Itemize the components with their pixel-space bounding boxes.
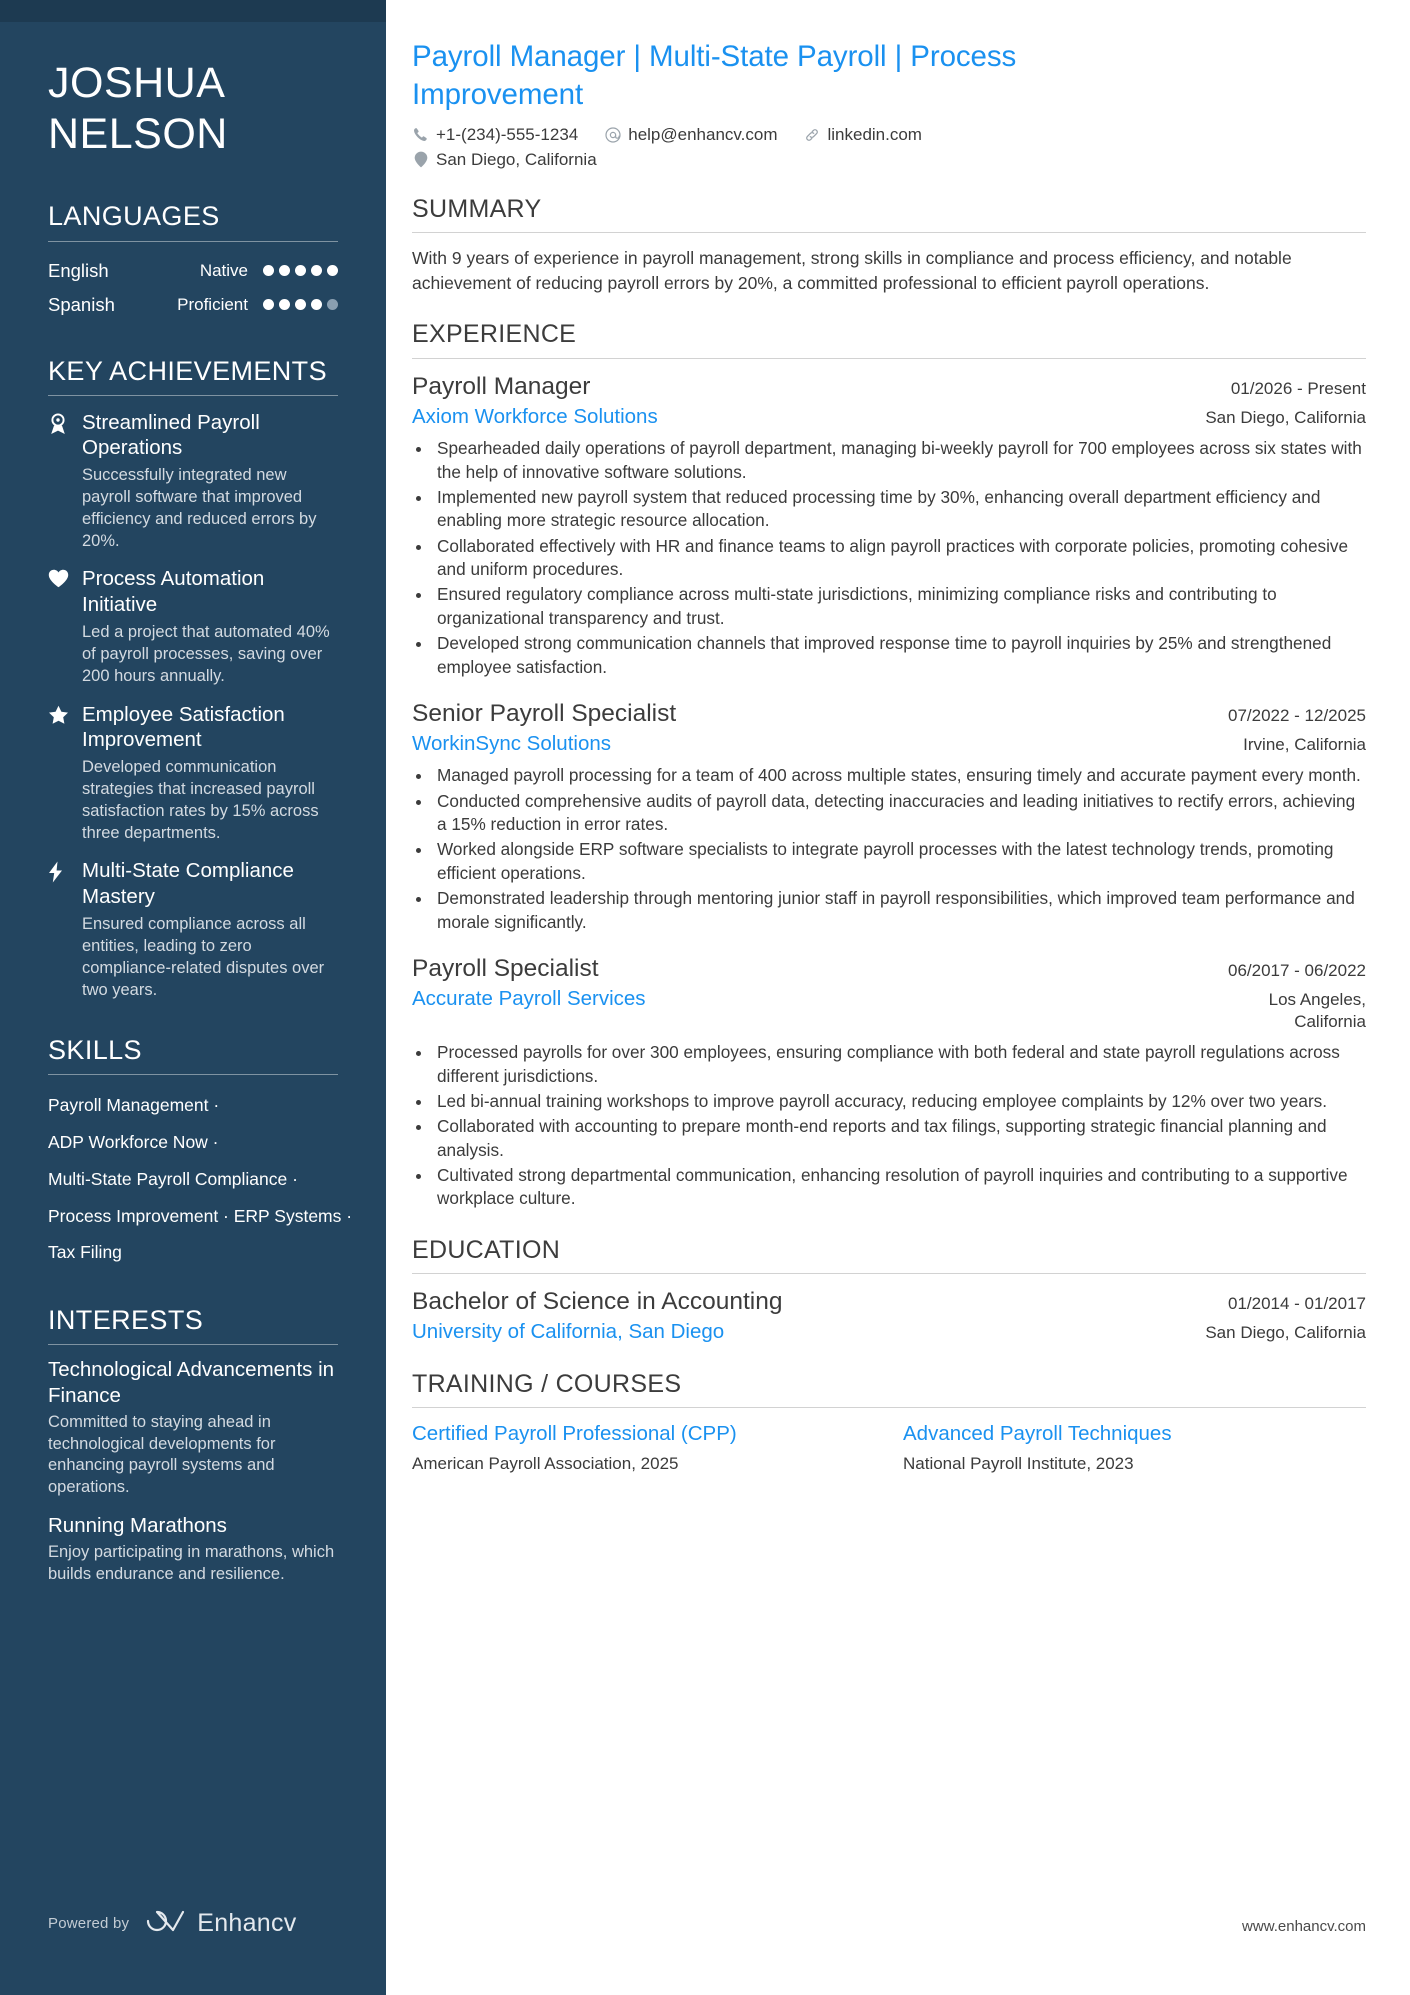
- award-ribbon-icon: [48, 410, 82, 553]
- entry-title-row: [412, 699, 1366, 729]
- achievement-title: Process Automation Initiative: [82, 567, 265, 616]
- achievement-body: [82, 702, 338, 845]
- contact-item[interactable]: [803, 125, 922, 145]
- rating-dot-filled: [311, 265, 322, 276]
- contact-text: San Diego, California: [436, 149, 597, 169]
- skills-list: [48, 1087, 353, 1271]
- achievement-item: [48, 858, 338, 1001]
- sidebar-top-strip: [0, 0, 386, 22]
- job-bullet: • Collaborated with accounting to prepare month-end reports and tax filings, supporting strategic financial planning and analysis.: [433, 1115, 1366, 1162]
- last-name: NELSON: [48, 109, 228, 158]
- rating-dot-filled: [279, 299, 290, 310]
- job-title: Payroll Manager: [412, 372, 591, 400]
- skills-heading: SKILLS: [48, 1035, 142, 1066]
- entry-company-row: [412, 404, 1366, 429]
- summary-heading: SUMMARY: [412, 194, 542, 223]
- interests-list: [48, 1357, 338, 1586]
- job-bullet: • Implemented new payroll system that reduced processing time by 30%, enhancing overall department efficiency and enabling more strategic resource allocation.: [433, 486, 1366, 533]
- company-name[interactable]: Axiom Workforce Solutions: [412, 404, 658, 428]
- degree-title: Bachelor of Science in Accounting: [412, 1288, 783, 1316]
- education-date-range: 01/2014 - 01/2017: [1227, 1294, 1366, 1314]
- entry-school-row: [412, 1319, 1366, 1344]
- key-achievements-heading: KEY ACHIEVEMENTS: [48, 355, 327, 386]
- achievement-body: [82, 566, 338, 687]
- enhancv-mark-icon: [145, 1908, 187, 1939]
- language-rating-dots: [262, 265, 338, 276]
- entry-title-row: [412, 372, 1366, 402]
- main-content: [386, 0, 1410, 1995]
- achievement-body: [82, 858, 338, 1001]
- rating-dot-filled: [279, 265, 290, 276]
- enhancv-logo: [145, 1908, 296, 1939]
- link-chain-icon: [803, 126, 820, 143]
- job-bullet-list: [412, 437, 1366, 679]
- section-divider: [412, 358, 1366, 359]
- sidebar: [0, 0, 386, 1995]
- training-title[interactable]: Certified Payroll Professional (CPP): [412, 1422, 737, 1446]
- skills-section: [48, 1035, 353, 1271]
- job-date-range: 07/2022 - 12/2025: [1227, 706, 1366, 726]
- entry-title-row: [412, 954, 1366, 984]
- rating-dot-filled: [263, 265, 274, 276]
- job-bullet: • Demonstrated leadership through mentoring junior staff in payroll responsibilities, which improved team performance and morale significantly.: [433, 887, 1366, 934]
- candidate-name: [48, 0, 338, 159]
- skill-line: Payroll Management ·: [48, 1095, 220, 1116]
- job-date-range: 06/2017 - 06/2022: [1227, 961, 1366, 981]
- job-bullet: • Worked alongside ERP software specialists to integrate payroll processes with the latest technology trends, promoting efficient operations.: [433, 838, 1366, 885]
- job-bullet: • Conducted comprehensive audits of payroll data, detecting inaccuracies and leading initiatives to rectify errors, achieving a 15% reduction in error rates.: [433, 790, 1366, 837]
- key-achievements-section: [48, 356, 338, 1002]
- job-bullet: • Cultivated strong departmental communication, enhancing resolution of payroll inquiries and contributing to a supportive workplace culture.: [433, 1164, 1366, 1211]
- job-bullet: • Developed strong communication channels that improved response time to payroll inquiries by 25% and strengthened employee satisfaction.: [433, 632, 1366, 679]
- experience-list: [412, 372, 1366, 1211]
- section-divider: [412, 232, 1366, 233]
- interest-description: Enjoy participating in marathons, which builds endurance and resilience.: [48, 1543, 335, 1584]
- first-name: JOSHUA: [48, 59, 226, 107]
- achievement-description: Ensured compliance across all entities, leading to zero compliance-related disputes over two years.: [82, 915, 325, 999]
- language-level: Proficient: [177, 294, 248, 314]
- language-row: [48, 288, 338, 322]
- job-title: Payroll Specialist: [412, 955, 599, 983]
- interest-description: Committed to staying ahead in technological developments for enhancing payroll systems and operations.: [48, 1412, 276, 1497]
- interest-item: [48, 1513, 338, 1586]
- job-bullet-list: [412, 764, 1366, 934]
- job-location: Irvine, California: [1243, 734, 1366, 754]
- summary-section: [412, 196, 1366, 296]
- interests-section: [48, 1305, 338, 1586]
- skill-line: ADP Workforce Now ·: [48, 1132, 219, 1153]
- sidebar-footer: [48, 1908, 297, 1939]
- training-provider: National Payroll Institute, 2023: [903, 1453, 1134, 1473]
- training-item: [903, 1421, 1366, 1475]
- company-name[interactable]: Accurate Payroll Services: [412, 986, 646, 1010]
- job-bullet: • Led bi-annual training workshops to improve payroll accuracy, reducing employee complaints by 12% over two years.: [433, 1090, 1366, 1113]
- education-section: [412, 1237, 1366, 1345]
- education-entry: [412, 1287, 1366, 1344]
- entry-company-row: [412, 986, 1366, 1033]
- achievements-list: [48, 410, 338, 1002]
- achievement-description: Led a project that automated 40% of payroll processes, saving over 200 hours annually.: [82, 623, 330, 685]
- experience-section: [412, 321, 1366, 1211]
- map-pin-icon: [412, 151, 429, 168]
- rating-dot-filled: [295, 265, 306, 276]
- contact-text: help@enhancv.com: [628, 124, 778, 144]
- training-section: [412, 1371, 1366, 1475]
- rating-dot-filled: [263, 299, 274, 310]
- powered-by-label: Powered by: [48, 1915, 130, 1932]
- section-divider: [412, 1407, 1366, 1408]
- lightning-bolt-icon: [48, 858, 82, 1001]
- phone-icon: [412, 126, 429, 143]
- job-bullet: • Processed payrolls for over 300 employees, ensuring compliance with both federal and state payroll regulations across different jurisdictions.: [433, 1041, 1366, 1088]
- job-bullet: • Ensured regulatory compliance across multi-state jurisdictions, minimizing compliance risks and contributing to organizational transparency and trust.: [433, 583, 1366, 630]
- experience-entry: [412, 372, 1366, 679]
- job-bullet: • Managed payroll processing for a team of 400 across multiple states, ensuring timely and accurate payment every month.: [433, 764, 1366, 787]
- section-divider: [48, 1344, 338, 1345]
- interest-item: [48, 1357, 338, 1499]
- training-heading: TRAINING / COURSES: [412, 1369, 682, 1398]
- job-bullet-list: [412, 1041, 1366, 1211]
- achievement-body: [82, 410, 338, 553]
- contact-item[interactable]: [412, 125, 578, 145]
- rating-dot-filled: [327, 265, 338, 276]
- language-level: Native: [199, 260, 248, 280]
- achievement-item: [48, 702, 338, 845]
- heart-icon: [48, 566, 82, 687]
- job-date-range: 01/2026 - Present: [1230, 378, 1366, 398]
- job-title: Senior Payroll Specialist: [412, 700, 677, 728]
- training-item: [412, 1421, 875, 1475]
- section-divider: [48, 1074, 338, 1075]
- experience-heading: EXPERIENCE: [412, 320, 577, 349]
- star-icon: [48, 702, 82, 845]
- contact-text: +1-(234)-555-1234: [436, 124, 579, 144]
- job-location: San Diego, California: [1205, 407, 1366, 427]
- job-bullet: • Spearheaded daily operations of payroll department, managing bi-weekly payroll for 700 employees across six states with the help of innovative software solutions.: [433, 437, 1366, 484]
- skill-line: Process Improvement · ERP Systems ·: [48, 1205, 353, 1226]
- job-location: Los Angeles, California: [1268, 989, 1366, 1032]
- achievement-description: Developed communication strategies that increased payroll satisfaction rates by 15% across three departments.: [82, 758, 319, 842]
- enhancv-wordmark: Enhancv: [197, 1909, 297, 1937]
- contact-text: linkedin.com: [827, 124, 922, 144]
- rating-dot-filled: [295, 299, 306, 310]
- education-heading: EDUCATION: [412, 1235, 561, 1264]
- contact-row-secondary: [412, 150, 1366, 170]
- achievement-item: [48, 410, 338, 553]
- education-list: [412, 1287, 1366, 1344]
- contact-row-primary: [412, 125, 1366, 145]
- skill-line: Tax Filing: [48, 1242, 122, 1263]
- achievement-item: [48, 566, 338, 687]
- achievement-title: Employee Satisfaction Improvement: [82, 702, 285, 751]
- entry-company-row: [412, 731, 1366, 756]
- summary-text: With 9 years of experience in payroll management, strong skills in compliance and process efficiency, and notable achievement of reducing payroll errors by 20%, a committed professional to efficient payroll operations.: [412, 248, 1292, 293]
- entry-title-row: [412, 1287, 1366, 1317]
- achievement-title: Multi-State Compliance Mastery: [82, 859, 294, 908]
- achievement-title: Streamlined Payroll Operations: [82, 410, 260, 459]
- professional-headline: Payroll Manager | Multi-State Payroll | Process Improvement: [412, 40, 1017, 111]
- contact-info: [412, 125, 1366, 170]
- experience-entry: [412, 699, 1366, 934]
- interest-title: Technological Advancements in Finance: [48, 1358, 335, 1407]
- school-location: San Diego, California: [1205, 1323, 1366, 1343]
- experience-entry: [412, 954, 1366, 1211]
- rating-dot-empty: [327, 299, 338, 310]
- achievement-description: Successfully integrated new payroll software that improved efficiency and reduced errors by 20%.: [82, 466, 317, 550]
- website-footer: www.enhancv.com: [1242, 1918, 1366, 1935]
- language-rating-dots: [262, 299, 338, 310]
- language-row: [48, 254, 338, 288]
- section-divider: [412, 1273, 1366, 1274]
- contact-item[interactable]: [604, 125, 777, 145]
- languages-list: [48, 254, 338, 322]
- job-bullet: • Collaborated effectively with HR and finance teams to align payroll practices with corporate policies, promoting cohesive and uniform procedures.: [433, 535, 1366, 582]
- skill-line: Multi-State Payroll Compliance ·: [48, 1168, 298, 1189]
- languages-heading: LANGUAGES: [48, 201, 220, 232]
- rating-dot-filled: [311, 299, 322, 310]
- training-title[interactable]: Advanced Payroll Techniques: [903, 1422, 1172, 1446]
- at-email-icon: [604, 126, 621, 143]
- training-provider: American Payroll Association, 2025: [412, 1453, 679, 1473]
- section-divider: [48, 395, 338, 396]
- interests-heading: INTERESTS: [48, 1305, 204, 1336]
- section-divider: [48, 241, 338, 242]
- language-name: English: [48, 259, 109, 281]
- company-name[interactable]: WorkinSync Solutions: [412, 731, 612, 755]
- school-name[interactable]: University of California, San Diego: [412, 1320, 725, 1344]
- languages-section: [48, 201, 338, 321]
- contact-item[interactable]: [412, 150, 597, 170]
- training-list: [412, 1421, 1366, 1475]
- interest-title: Running Marathons: [48, 1514, 227, 1538]
- language-name: Spanish: [48, 293, 115, 315]
